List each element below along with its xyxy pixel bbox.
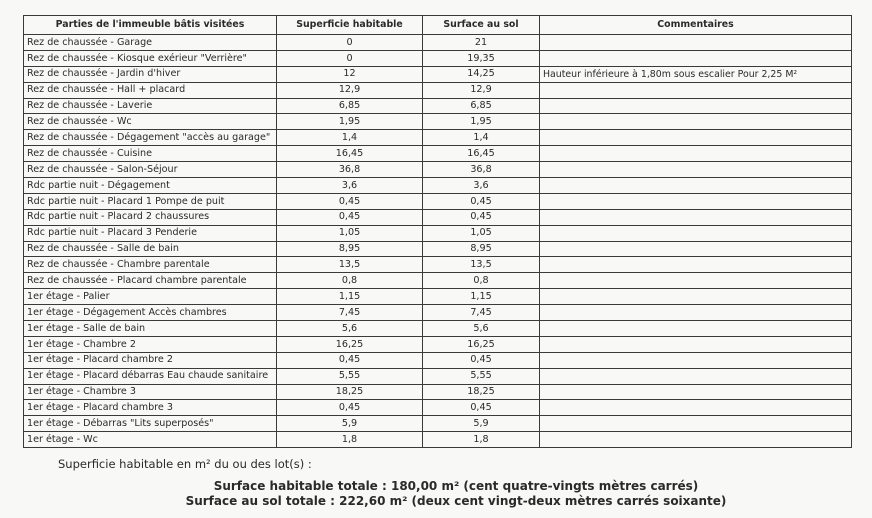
table-row — [24, 289, 852, 305]
superficie-habitable-cell: 36,8 — [277, 162, 423, 178]
superficie-habitable-cell: 12,9 — [277, 82, 423, 98]
summary-sol-total: Surface au sol totale : 222,60 m² (deux cent vingt-deux mètres carrés soixante) — [185, 494, 727, 508]
superficie-habitable-cell: 1,05 — [277, 225, 423, 241]
superficie-habitable-cell: 0,45 — [277, 193, 423, 209]
table-row — [24, 35, 852, 51]
room-cell: 1er étage - Salle de bain — [24, 321, 277, 337]
surface-au-sol-cell: 19,35 — [423, 50, 540, 66]
surface-au-sol-cell: 1,95 — [423, 114, 540, 130]
superficie-habitable-cell: 0,45 — [277, 400, 423, 416]
room-cell: Rez de chaussée - Salle de bain — [24, 241, 277, 257]
room-cell: Rdc partie nuit - Dégagement — [24, 178, 277, 194]
table-row — [24, 416, 852, 432]
comment-cell — [540, 305, 852, 321]
superficie-habitable-cell: 1,15 — [277, 289, 423, 305]
surface-au-sol-cell: 16,25 — [423, 336, 540, 352]
table-row — [24, 400, 852, 416]
summary-habitable-total: Surface habitable totale : 180,00 m² (cent quatre-vingts mètres carrés) — [213, 479, 699, 493]
comment-cell — [540, 384, 852, 400]
room-cell: Rez de chaussée - Placard chambre parentale — [24, 273, 277, 289]
room-cell: Rez de chaussée - Hall + placard — [24, 82, 277, 98]
comment-cell: Hauteur inférieure à 1,80m sous escalier Pour 2,25 M² — [540, 66, 852, 82]
superficie-habitable-cell: 13,5 — [277, 257, 423, 273]
superficie-habitable-cell: 8,95 — [277, 241, 423, 257]
header-parties: Parties de l'immeuble bâtis visitées — [24, 16, 277, 35]
table-row — [24, 50, 852, 66]
table-row — [24, 225, 852, 241]
room-cell: 1er étage - Dégagement Accès chambres — [24, 305, 277, 321]
surface-au-sol-cell: 5,9 — [423, 416, 540, 432]
table-row — [24, 305, 852, 321]
superficie-habitable-cell: 0 — [277, 35, 423, 51]
room-cell: Rdc partie nuit - Placard 1 Pompe de puit — [24, 193, 277, 209]
comment-cell — [540, 209, 852, 225]
comment-cell — [540, 273, 852, 289]
superficie-habitable-cell: 16,25 — [277, 336, 423, 352]
room-cell: Rez de chaussée - Dégagement "accès au garage" — [24, 130, 277, 146]
room-cell: 1er étage - Placard débarras Eau chaude sanitaire — [24, 368, 277, 384]
comment-cell — [540, 352, 852, 368]
surface-au-sol-cell: 0,45 — [423, 193, 540, 209]
room-cell: Rez de chaussée - Jardin d'hiver — [24, 66, 277, 82]
table-row — [24, 130, 852, 146]
table-row — [24, 209, 852, 225]
room-cell: Rdc partie nuit - Placard 2 chaussures — [24, 209, 277, 225]
room-cell: Rez de chaussée - Garage — [24, 35, 277, 51]
table-row — [24, 273, 852, 289]
comment-cell — [540, 400, 852, 416]
header-superficie-habitable: Superficie habitable — [277, 16, 423, 35]
room-cell: Rez de chaussée - Chambre parentale — [24, 257, 277, 273]
superficie-habitable-cell: 0,8 — [277, 273, 423, 289]
comment-cell — [540, 321, 852, 337]
surface-au-sol-cell: 1,4 — [423, 130, 540, 146]
comment-cell — [540, 35, 852, 51]
superficie-habitable-cell: 0 — [277, 50, 423, 66]
comment-cell — [540, 114, 852, 130]
surface-au-sol-cell: 8,95 — [423, 241, 540, 257]
surface-au-sol-cell: 21 — [423, 35, 540, 51]
comment-cell — [540, 416, 852, 432]
comment-cell — [540, 336, 852, 352]
table-row — [24, 336, 852, 352]
comment-cell — [540, 98, 852, 114]
comment-cell — [540, 178, 852, 194]
summary-intro: Superficie habitable en m² du ou des lot(s) : — [58, 457, 312, 471]
surface-au-sol-cell: 0,45 — [423, 352, 540, 368]
room-cell: 1er étage - Chambre 3 — [24, 384, 277, 400]
surface-au-sol-cell: 5,55 — [423, 368, 540, 384]
surface-au-sol-cell: 1,05 — [423, 225, 540, 241]
table-row — [24, 352, 852, 368]
surface-au-sol-cell: 18,25 — [423, 384, 540, 400]
superficie-habitable-cell: 6,85 — [277, 98, 423, 114]
surface-table — [23, 15, 852, 448]
room-cell: Rez de chaussée - Wc — [24, 114, 277, 130]
comment-cell — [540, 130, 852, 146]
room-cell: Rez de chaussée - Kiosque exérieur "Verrière" — [24, 50, 277, 66]
table-row — [24, 257, 852, 273]
surface-au-sol-cell: 6,85 — [423, 98, 540, 114]
room-cell: Rez de chaussée - Salon-Séjour — [24, 162, 277, 178]
superficie-habitable-cell: 1,4 — [277, 130, 423, 146]
surface-au-sol-cell: 1,15 — [423, 289, 540, 305]
surface-au-sol-cell: 36,8 — [423, 162, 540, 178]
table-row — [24, 98, 852, 114]
superficie-habitable-cell: 18,25 — [277, 384, 423, 400]
table-header-row — [24, 16, 852, 35]
surface-au-sol-cell: 14,25 — [423, 66, 540, 82]
room-cell: Rdc partie nuit - Placard 3 Penderie — [24, 225, 277, 241]
comment-cell — [540, 193, 852, 209]
room-cell: 1er étage - Placard chambre 3 — [24, 400, 277, 416]
surface-au-sol-cell: 1,8 — [423, 432, 540, 448]
superficie-habitable-cell: 5,6 — [277, 321, 423, 337]
table-row — [24, 114, 852, 130]
comment-cell — [540, 50, 852, 66]
room-cell: 1er étage - Débarras "Lits superposés" — [24, 416, 277, 432]
comment-cell — [540, 432, 852, 448]
superficie-habitable-cell: 3,6 — [277, 178, 423, 194]
header-commentaires: Commentaires — [540, 16, 852, 35]
table-row — [24, 384, 852, 400]
table-row — [24, 368, 852, 384]
header-surface-au-sol: Surface au sol — [423, 16, 540, 35]
table-row — [24, 162, 852, 178]
superficie-habitable-cell: 1,8 — [277, 432, 423, 448]
table-row — [24, 82, 852, 98]
comment-cell — [540, 162, 852, 178]
superficie-habitable-cell: 5,9 — [277, 416, 423, 432]
surface-au-sol-cell: 0,45 — [423, 209, 540, 225]
table-row — [24, 241, 852, 257]
surface-au-sol-cell: 0,8 — [423, 273, 540, 289]
room-cell: Rez de chaussée - Cuisine — [24, 146, 277, 162]
table-row — [24, 321, 852, 337]
surface-au-sol-cell: 0,45 — [423, 400, 540, 416]
table-body — [24, 35, 852, 448]
superficie-habitable-cell: 1,95 — [277, 114, 423, 130]
superficie-habitable-cell: 5,55 — [277, 368, 423, 384]
room-cell: 1er étage - Palier — [24, 289, 277, 305]
superficie-habitable-cell: 0,45 — [277, 209, 423, 225]
surface-au-sol-cell: 16,45 — [423, 146, 540, 162]
surface-au-sol-cell: 7,45 — [423, 305, 540, 321]
room-cell: 1er étage - Chambre 2 — [24, 336, 277, 352]
comment-cell — [540, 368, 852, 384]
table-row — [24, 432, 852, 448]
comment-cell — [540, 225, 852, 241]
room-cell: 1er étage - Wc — [24, 432, 277, 448]
table-row — [24, 178, 852, 194]
comment-cell — [540, 82, 852, 98]
room-cell: Rez de chaussée - Laverie — [24, 98, 277, 114]
table-row — [24, 146, 852, 162]
comment-cell — [540, 257, 852, 273]
superficie-habitable-cell: 16,45 — [277, 146, 423, 162]
table-row — [24, 193, 852, 209]
surface-au-sol-cell: 5,6 — [423, 321, 540, 337]
table-row — [24, 66, 852, 82]
surface-au-sol-cell: 12,9 — [423, 82, 540, 98]
room-cell: 1er étage - Placard chambre 2 — [24, 352, 277, 368]
comment-cell — [540, 241, 852, 257]
superficie-habitable-cell: 12 — [277, 66, 423, 82]
surface-au-sol-cell: 3,6 — [423, 178, 540, 194]
comment-cell — [540, 146, 852, 162]
superficie-habitable-cell: 7,45 — [277, 305, 423, 321]
surface-au-sol-cell: 13,5 — [423, 257, 540, 273]
superficie-habitable-cell: 0,45 — [277, 352, 423, 368]
comment-cell — [540, 289, 852, 305]
